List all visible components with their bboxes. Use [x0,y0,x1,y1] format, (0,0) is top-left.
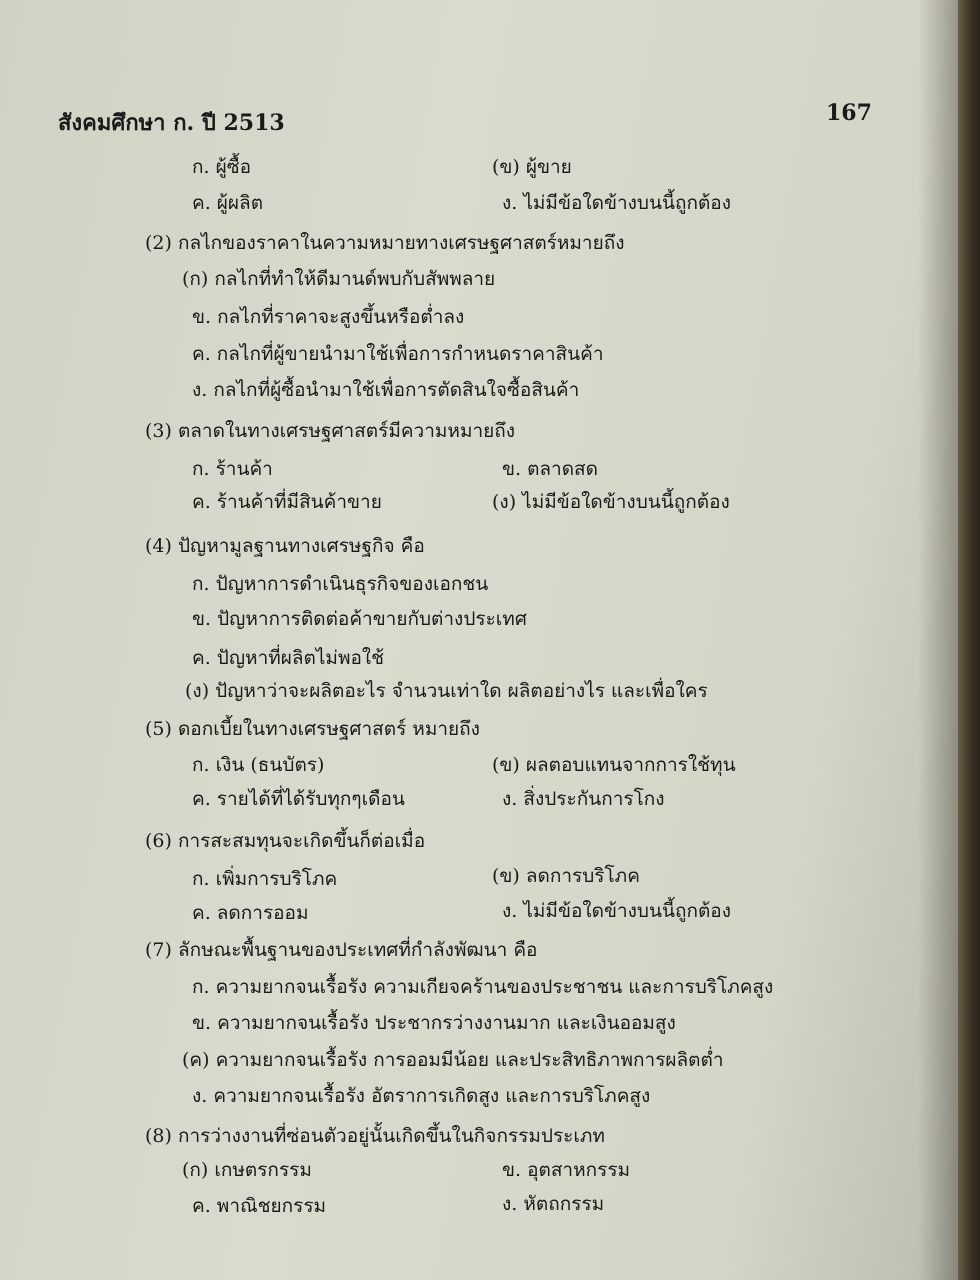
question-option: (ค) ความยากจนเรื้อรัง การออมมีน้อย และประสิทธิภาพการผลิตต่ำ [182,1049,724,1071]
question-option: ค. ลดการออม [192,902,309,924]
question-option: ค. กลไกที่ผู้ขายนำมาใช้เพื่อการกำหนดราคาสินค้า [192,343,604,365]
q1-option-b: (ข) ผู้ขาย [492,156,572,178]
question-option: ข. ความยากจนเรื้อรัง ประชากรว่างงานมาก และเงินออมสูง [192,1012,676,1034]
question-option: ค. ร้านค้าที่มีสินค้าขาย [192,491,382,513]
question-option: ข. ปัญหาการติดต่อค้าขายกับต่างประเทศ [192,608,527,630]
question-option: (ก) เกษตรกรรม [182,1159,312,1181]
question-option: ก. เงิน (ธนบัตร) [192,754,325,776]
question-option: ง. ความยากจนเรื้อรัง อัตราการเกิดสูง และการบริโภคสูง [192,1085,651,1107]
question-option: (ก) กลไกที่ทำให้ดีมานด์พบกับสัพพลาย [182,268,496,290]
question-option: ง. หัตถกรรม [502,1193,605,1215]
question-option: ก. ความยากจนเรื้อรัง ความเกียจคร้านของประชาชน และการบริโภคสูง [192,976,774,998]
question-option: ข. ตลาดสด [502,458,598,480]
question-option: ง. ไม่มีข้อใดข้างบนนี้ถูกต้อง [502,900,731,922]
question-option: ค. รายได้ที่ได้รับทุกๆเดือน [192,788,405,810]
question-option: ก. เพิ่มการบริโภค [192,868,338,890]
question-stem: (2) กลไกของราคาในความหมายทางเศรษฐศาสตร์หมายถึง [145,232,625,254]
q1-option-a: ก. ผู้ซื้อ [192,156,252,178]
q1-option-c: ค. ผู้ผลิต [192,192,264,214]
question-option: (ข) ผลตอบแทนจากการใช้ทุน [492,754,736,776]
question-stem: (6) การสะสมทุนจะเกิดขึ้นก็ต่อเมื่อ [145,830,426,852]
question-option: (ข) ลดการบริโภค [492,865,640,887]
question-option: (ง) ไม่มีข้อใดข้างบนนี้ถูกต้อง [492,491,730,513]
question-stem: (4) ปัญหามูลฐานทางเศรษฐกิจ คือ [145,535,425,557]
running-header-title: สังคมศึกษา ก. ปี 2513 [58,110,285,136]
question-option: ง. กลไกที่ผู้ซื้อนำมาใช้เพื่อการตัดสินใจซื้อสินค้า [192,379,580,401]
question-stem: (5) ดอกเบี้ยในทางเศรษฐศาสตร์ หมายถึง [145,718,480,740]
question-option: ข. กลไกที่ราคาจะสูงขึ้นหรือต่ำลง [192,306,465,328]
question-stem: (8) การว่างงานที่ซ่อนตัวอยู่นั้นเกิดขึ้นในกิจกรรมประเภท [145,1125,605,1147]
question-option: ข. อุตสาหกรรม [502,1159,631,1181]
question-option: ก. ร้านค้า [192,458,273,480]
question-option: ค. พาณิชยกรรม [192,1195,327,1217]
question-option: (ง) ปัญหาว่าจะผลิตอะไร จำนวนเท่าใด ผลิตอย่างไร และเพื่อใคร [185,680,708,702]
question-stem: (3) ตลาดในทางเศรษฐศาสตร์มีความหมายถึง [145,420,516,442]
book-spine [958,0,980,1280]
question-option: ค. ปัญหาที่ผลิตไม่พอใช้ [192,647,385,669]
question-stem: (7) ลักษณะพื้นฐานของประเทศที่กำลังพัฒนา คือ [145,939,538,961]
question-option: ง. สิ่งประกันการโกง [502,788,665,810]
question-option: ก. ปัญหาการดำเนินธุรกิจของเอกชน [192,573,489,595]
q1-option-d: ง. ไม่มีข้อใดข้างบนนี้ถูกต้อง [502,192,731,214]
page-number: 167 [826,100,872,126]
